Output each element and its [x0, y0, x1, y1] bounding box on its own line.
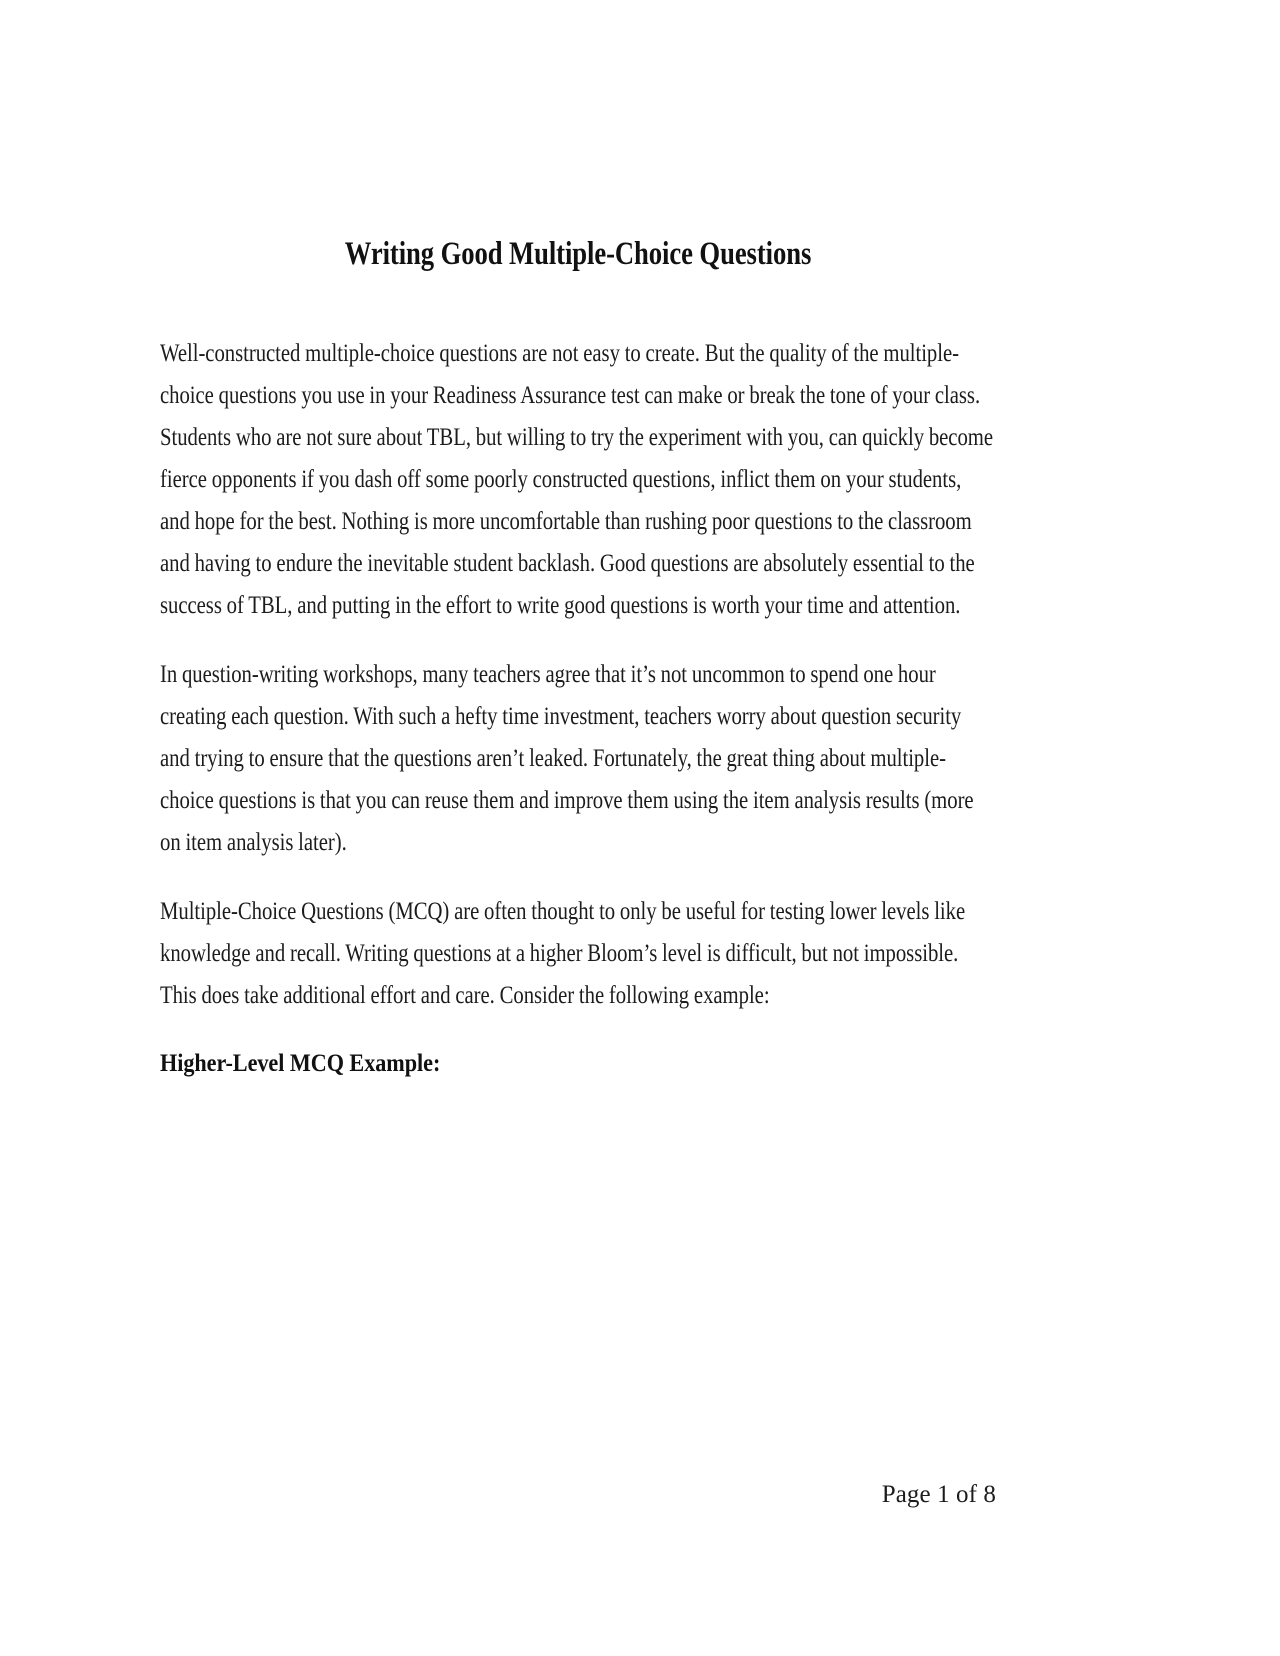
paragraph-2: In question-writing workshops, many teachers agree that it’s not uncommon to spend one hour creating each question. With such a hefty time investment, teachers worry about question security and trying to ensure that the questions aren’t leaked. Fortunately, the great thing about multiple-choice questions is that you can reuse them and improve them using the item analysis results (more on item analysis later).: [160, 660, 974, 856]
page-number-footer: Page 1 of 8: [881, 1481, 996, 1508]
sub-heading-higher-level-mcq-example: Higher-Level MCQ Example:: [160, 1048, 441, 1077]
page-title: Writing Good Multiple-Choice Questions: [344, 236, 812, 272]
paragraph-1: Well-constructed multiple-choice questions are not easy to create. But the quality of the multiple-choice questions you use in your Readiness Assurance test can make or break the tone of your class. Students who are not sure about TBL, but willing to try the experiment with you, can quickly become fierce opponents if you dash off some poorly constructed questions, inflict them on your students, and hope for the best. Nothing is more uncomfortable than rushing poor questions to the classroom and having to endure the inevitable student backlash. Good questions are absolutely essential to the success of TBL, and putting in the effort to write good questions is worth your time and attention.: [160, 339, 994, 619]
paragraph-3: Multiple-Choice Questions (MCQ) are often thought to only be useful for testing lower levels like knowledge and recall. Writing questions at a higher Bloom’s level is difficult, but not impossible. This does take additional effort and care. Consider the following example:: [160, 897, 966, 1009]
document-body: [160, 332, 1180, 1084]
